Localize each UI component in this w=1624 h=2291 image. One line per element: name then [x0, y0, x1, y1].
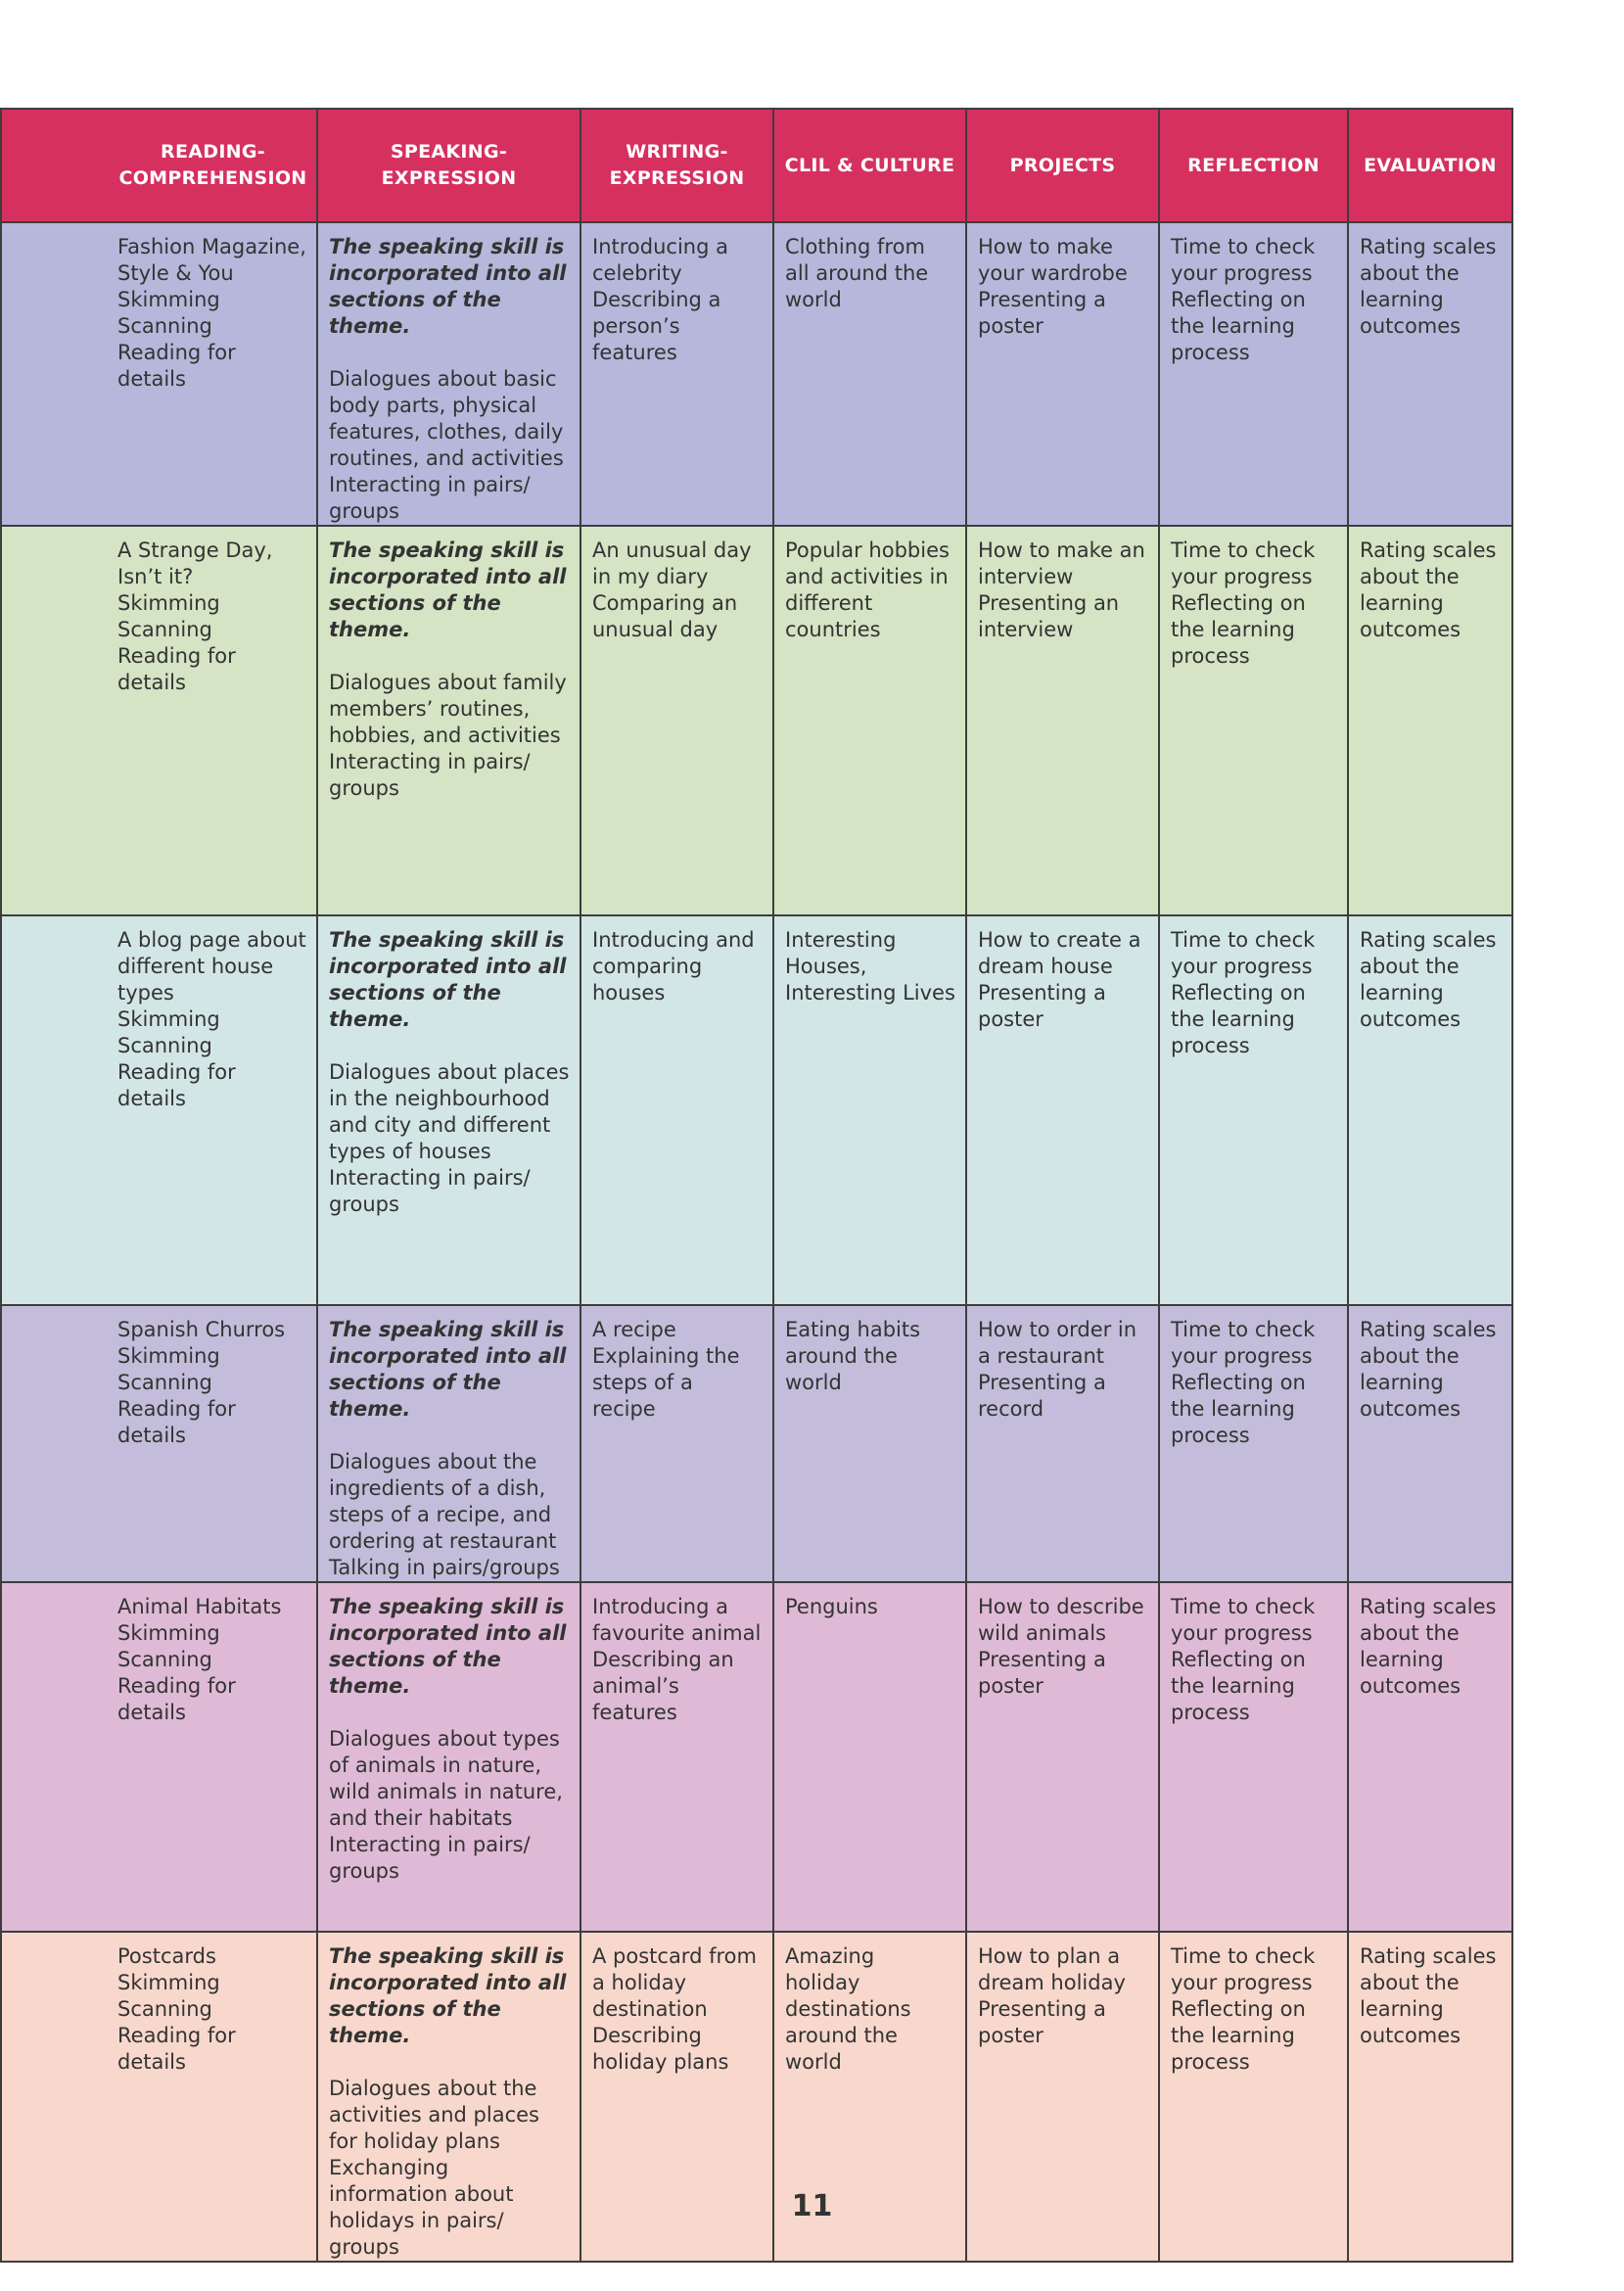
evaluation-cell — [1348, 222, 1512, 526]
speaking-cell — [317, 222, 580, 526]
cell-line: Describing holiday plans — [592, 2024, 729, 2074]
page-number: 11 — [791, 2189, 833, 2223]
reflection-cell — [1159, 526, 1348, 915]
cell-line: Reading for details — [117, 2024, 236, 2074]
cell-line: Scanning — [117, 314, 212, 338]
cell-line: Reading for details — [117, 341, 236, 391]
cell-line: Dialogues about family members’ routines, hobbies, and activities — [329, 671, 567, 747]
cell-line: Time to check your progress — [1171, 235, 1316, 285]
reflection-cell — [1159, 1582, 1348, 1932]
cell-line: Presenting an interview — [978, 591, 1120, 641]
cell-line: Reflecting on the learning process — [1171, 288, 1306, 364]
cell-line: Exchanging information about holidays in pairs/ groups — [329, 2156, 514, 2259]
header-writing-expression: WRITING- EXPRESSION — [580, 109, 773, 222]
cell-line: Fashion Magazine, — [117, 235, 306, 258]
cell-line: Reflecting on the learning process — [1171, 1648, 1306, 1724]
cell-line: Rating scales about the learning outcomes — [1360, 235, 1497, 338]
cell-line: Reading for details — [117, 1397, 236, 1447]
cell-line: Explaining the steps of a recipe — [592, 1344, 740, 1421]
table-row — [1, 915, 1512, 1305]
header-row — [1, 109, 1512, 222]
clil-cell — [773, 222, 966, 526]
cell-line: A blog page about different house types — [117, 928, 306, 1005]
evaluation-cell — [1348, 526, 1512, 915]
cell-line: Presenting a record — [978, 1371, 1106, 1421]
cell-line: Reflecting on the learning process — [1171, 591, 1306, 668]
cell-line: A Strange Day, — [117, 538, 273, 562]
cell-line: Amazing holiday destinations around the world — [785, 1944, 911, 2074]
cell-line: Scanning — [117, 1034, 212, 1057]
cell-line: Introducing a celebrity — [592, 235, 728, 285]
cell-line: Rating scales about the learning outcomes — [1360, 1595, 1497, 1698]
projects-cell — [966, 526, 1159, 915]
speaking-cell — [317, 1305, 580, 1582]
cell-line: Dialogues about places in the neighbourhood and city and different types of houses — [329, 1060, 570, 1163]
writing-cell — [580, 1582, 773, 1932]
speaking-skill-note: The speaking skill is incorporated into all sections of the theme. — [329, 1944, 567, 2047]
cell-line: Reading for details — [117, 1674, 236, 1724]
cell-line: Comparing an unusual day — [592, 591, 738, 641]
cell-line: Eating habits around the world — [785, 1318, 921, 1394]
cell-line: An unusual day in my diary — [592, 538, 752, 588]
cell-line: Presenting a poster — [978, 1648, 1106, 1698]
speaking-skill-note: The speaking skill is incorporated into all sections of the theme. — [329, 1318, 567, 1421]
cell-line: Scanning — [117, 1371, 212, 1394]
cell-line: Dialogues about types of animals in nature, wild animals in nature, and their habitats — [329, 1727, 563, 1830]
projects-cell — [966, 1582, 1159, 1932]
clil-cell — [773, 1582, 966, 1932]
reflection-cell — [1159, 222, 1348, 526]
cell-line: Rating scales about the learning outcomes — [1360, 1318, 1497, 1421]
speaking-skill-note: The speaking skill is incorporated into all sections of the theme. — [329, 538, 567, 641]
reading-cell — [1, 1582, 317, 1932]
evaluation-cell — [1348, 915, 1512, 1305]
reading-cell — [1, 1305, 317, 1582]
cell-line: Rating scales about the learning outcomes — [1360, 538, 1497, 641]
cell-line: How to make an interview — [978, 538, 1145, 588]
cell-line: How to plan a dream holiday — [978, 1944, 1126, 1994]
cell-line: Describing a person’s features — [592, 288, 721, 364]
cell-line: Scanning — [117, 618, 212, 641]
cell-line: Presenting a poster — [978, 1997, 1106, 2047]
speaking-skill-note: The speaking skill is incorporated into all sections of the theme. — [329, 1595, 567, 1698]
cell-line: Isn’t it? — [117, 565, 194, 588]
cell-line: Skimming — [117, 1007, 220, 1031]
cell-line: Interacting in pairs/ groups — [329, 750, 531, 800]
cell-line: Talking in pairs/groups — [329, 1556, 560, 1579]
projects-cell — [966, 222, 1159, 526]
cell-line: Penguins — [785, 1595, 878, 1618]
cell-line: Time to check your progress — [1171, 1944, 1316, 1994]
cell-line: Reflecting on the learning process — [1171, 1997, 1306, 2074]
cell-line: Reading for details — [117, 1060, 236, 1110]
cell-line: Animal Habitats — [117, 1595, 282, 1618]
cell-line: Rating scales about the learning outcomes — [1360, 1944, 1497, 2047]
cell-line: How to describe wild animals — [978, 1595, 1144, 1645]
header-speaking-expression: SPEAKING- EXPRESSION — [317, 109, 580, 222]
cell-line: Scanning — [117, 1648, 212, 1671]
cell-line: Presenting a poster — [978, 981, 1106, 1031]
reading-cell — [1, 915, 317, 1305]
cell-line: Reflecting on the learning process — [1171, 981, 1306, 1057]
table-row — [1, 1582, 1512, 1932]
cell-line: Describing an animal’s features — [592, 1648, 734, 1724]
reflection-cell — [1159, 915, 1348, 1305]
cell-line: Style & You — [117, 261, 234, 285]
cell-line: Clothing from all around the world — [785, 235, 929, 311]
writing-cell — [580, 526, 773, 915]
header-clil-culture: CLIL & CULTURE — [773, 109, 966, 222]
speaking-cell — [317, 526, 580, 915]
cell-line: Time to check your progress — [1171, 1318, 1316, 1368]
cell-line: Time to check your progress — [1171, 928, 1316, 978]
table-row — [1, 222, 1512, 526]
table-row — [1, 1305, 1512, 1582]
speaking-skill-note: The speaking skill is incorporated into all sections of the theme. — [329, 235, 567, 338]
writing-cell — [580, 1305, 773, 1582]
cell-line: Presenting a poster — [978, 288, 1106, 338]
syllabus-table — [0, 108, 1513, 2263]
clil-cell — [773, 1305, 966, 1582]
clil-cell — [773, 526, 966, 915]
cell-line: Postcards — [117, 1944, 216, 1968]
header-reflection: REFLECTION — [1159, 109, 1348, 222]
cell-line: Dialogues about the ingredients of a dish, steps of a recipe, and ordering at restaurant — [329, 1450, 557, 1553]
writing-cell — [580, 222, 773, 526]
cell-line: Rating scales about the learning outcomes — [1360, 928, 1497, 1031]
cell-line: Introducing and comparing houses — [592, 928, 755, 1005]
cell-line: Time to check your progress — [1171, 538, 1316, 588]
cell-line: Time to check your progress — [1171, 1595, 1316, 1645]
reading-cell — [1, 526, 317, 915]
cell-line: Spanish Churros — [117, 1318, 286, 1341]
evaluation-cell — [1348, 1305, 1512, 1582]
cell-line: Scanning — [117, 1997, 212, 2021]
cell-line: Dialogues about basic body parts, physical features, clothes, daily routines, and activities — [329, 367, 564, 470]
cell-line: Introducing a favourite animal — [592, 1595, 762, 1645]
cell-line: Interacting in pairs/ groups — [329, 1833, 531, 1883]
clil-cell — [773, 915, 966, 1305]
speaking-cell — [317, 1582, 580, 1932]
cell-line: A postcard from a holiday destination — [592, 1944, 757, 2021]
speaking-cell — [317, 915, 580, 1305]
cell-line: Skimming — [117, 288, 220, 311]
evaluation-cell — [1348, 1582, 1512, 1932]
cell-line: How to create a dream house — [978, 928, 1141, 978]
speaking-skill-note: The speaking skill is incorporated into all sections of the theme. — [329, 928, 567, 1031]
table-row — [1, 526, 1512, 915]
cell-line: Dialogues about the activities and places for holiday plans — [329, 2077, 539, 2153]
reflection-cell — [1159, 1305, 1348, 1582]
cell-line: Skimming — [117, 1971, 220, 1994]
cell-line: Interacting in pairs/ groups — [329, 473, 531, 523]
cell-line: Interesting Lives — [785, 981, 955, 1005]
header-evaluation: EVALUATION — [1348, 109, 1512, 222]
cell-line: Skimming — [117, 1344, 220, 1368]
table-header — [1, 109, 1512, 222]
cell-line: Popular hobbies and activities in different countries — [785, 538, 950, 641]
cell-line: Skimming — [117, 1621, 220, 1645]
cell-line: Interacting in pairs/ groups — [329, 1166, 531, 1216]
cell-line: A recipe — [592, 1318, 676, 1341]
header-reading-comprehension: READING- COMPREHENSION — [1, 109, 317, 222]
projects-cell — [966, 915, 1159, 1305]
cell-line: How to order in a restaurant — [978, 1318, 1137, 1368]
cell-line: Reflecting on the learning process — [1171, 1371, 1306, 1447]
cell-line: Reading for details — [117, 644, 236, 694]
writing-cell — [580, 915, 773, 1305]
projects-cell — [966, 1305, 1159, 1582]
cell-line: Interesting Houses, — [785, 928, 897, 978]
reading-cell — [1, 222, 317, 526]
table-body — [1, 222, 1512, 2262]
header-projects: PROJECTS — [966, 109, 1159, 222]
cell-line: How to make your wardrobe — [978, 235, 1128, 285]
cell-line: Skimming — [117, 591, 220, 615]
